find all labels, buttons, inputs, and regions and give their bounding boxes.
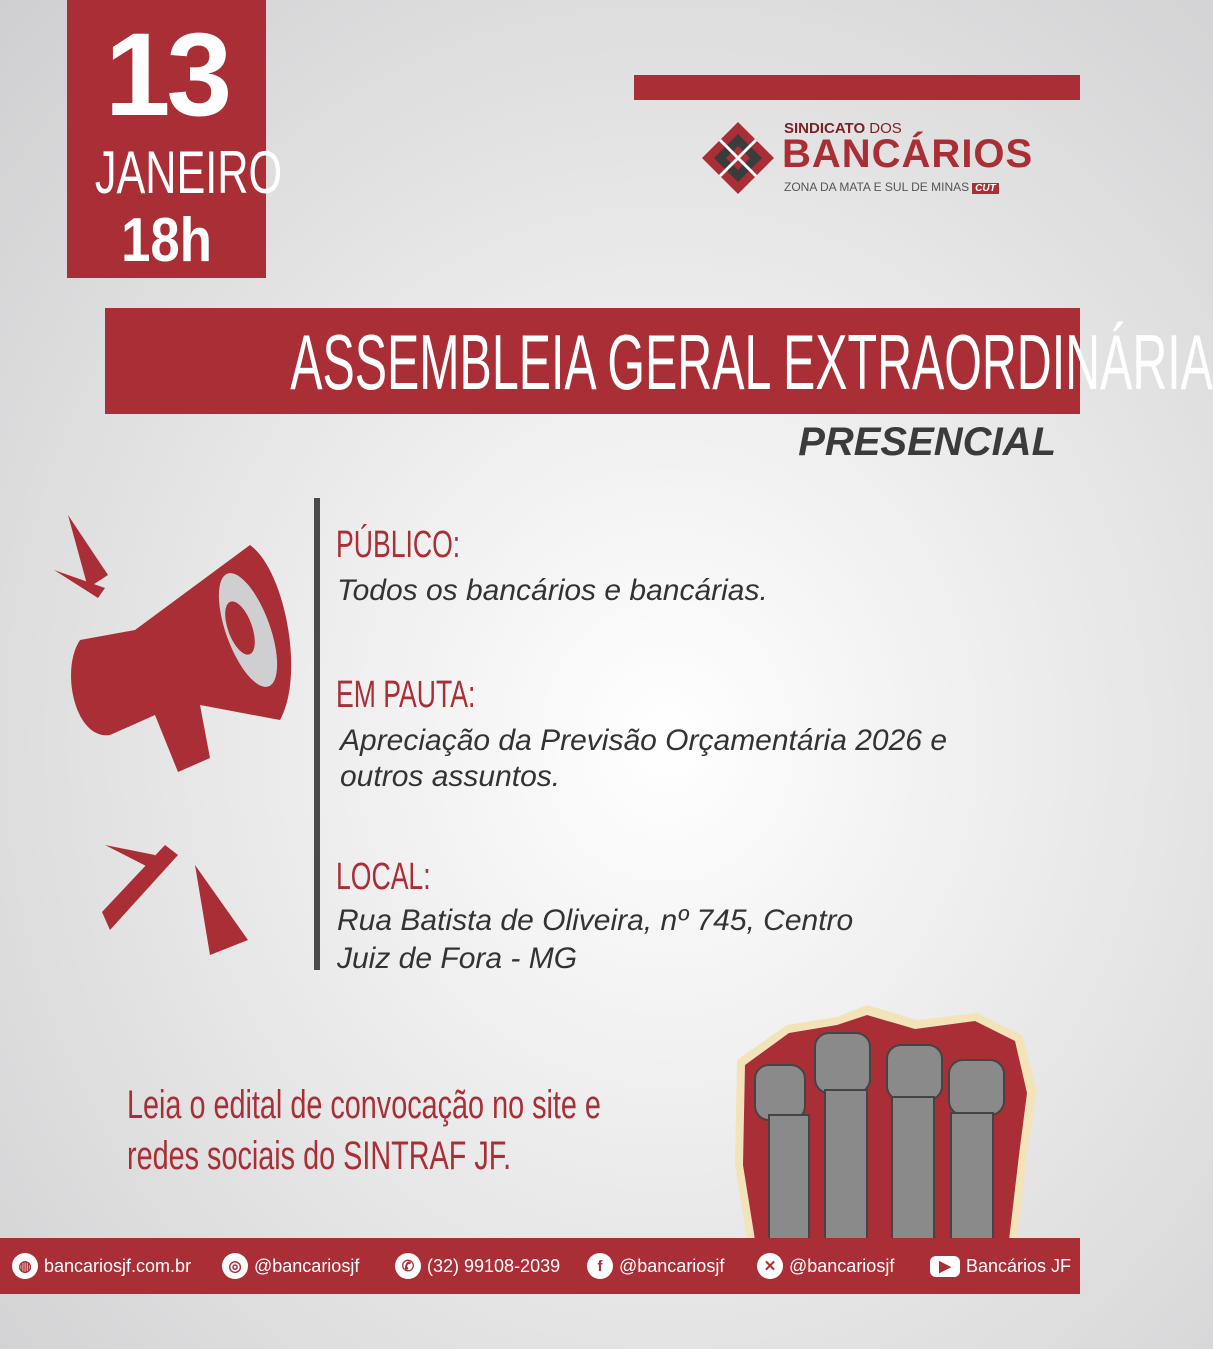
local-value-line2: Juiz de Fora - MG [337, 942, 578, 975]
union-logo [700, 118, 1040, 198]
megaphone-icon [50, 510, 300, 960]
globe-icon: ◍ [12, 1253, 38, 1279]
call-to-action [127, 1080, 601, 1182]
pauta-value-line2: outros assuntos. [340, 760, 561, 793]
footer-x[interactable]: ✕ @bancariosjf [757, 1238, 894, 1294]
content-divider [314, 498, 320, 970]
footer-bar [0, 1238, 1080, 1294]
footer-website[interactable]: ◍ bancariosjf.com.br [12, 1238, 191, 1294]
cut-badge: CUT [972, 183, 999, 194]
footer-facebook[interactable]: f @bancariosjf [587, 1238, 724, 1294]
publico-label: PÚBLICO: [336, 524, 461, 566]
date-day: 13 [104, 9, 229, 141]
raised-fists-image [727, 1005, 1047, 1240]
local-label: LOCAL: [336, 856, 431, 898]
pauta-label: EM PAUTA: [336, 674, 476, 716]
footer-whatsapp[interactable]: ✆ (32) 99108-2039 [395, 1238, 560, 1294]
facebook-icon: f [587, 1253, 613, 1279]
instagram-icon: ◎ [222, 1253, 248, 1279]
footer-youtube[interactable]: ▶ Bancários JF [930, 1238, 1071, 1294]
pauta-value-line1: Apreciação da Previsão Orçamentária 2026 e [340, 724, 948, 757]
cta-line-1: Leia o edital de convocação no site e [127, 1083, 601, 1127]
logo-line-2: BANCÁRIOS [782, 132, 1034, 176]
top-accent-bar [634, 75, 1080, 100]
date-month: JANEIRO [94, 139, 283, 206]
title-bar [105, 308, 1213, 414]
footer-instagram[interactable]: ◎ @bancariosjf [222, 1238, 359, 1294]
date-time: 18h [121, 206, 212, 275]
page-subtitle: PRESENCIAL [798, 420, 1056, 464]
whatsapp-icon: ✆ [395, 1253, 421, 1279]
youtube-icon: ▶ [930, 1256, 960, 1277]
cta-line-2: redes sociais do SINTRAF JF. [127, 1134, 512, 1178]
logo-line-1: SINDICATO DOS [784, 120, 902, 137]
local-value-line1: Rua Batista de Oliveira, nº 745, Centro [337, 904, 854, 937]
date-box [67, 0, 283, 278]
x-icon: ✕ [757, 1253, 783, 1279]
logo-line-3: ZONA DA MATA E SUL DE MINAS CUT [784, 180, 999, 194]
page-title: ASSEMBLEIA GERAL EXTRAORDINÁRIA [290, 318, 1213, 406]
logo-mark-icon [700, 120, 776, 196]
publico-value: Todos os bancários e bancárias. [337, 574, 768, 607]
